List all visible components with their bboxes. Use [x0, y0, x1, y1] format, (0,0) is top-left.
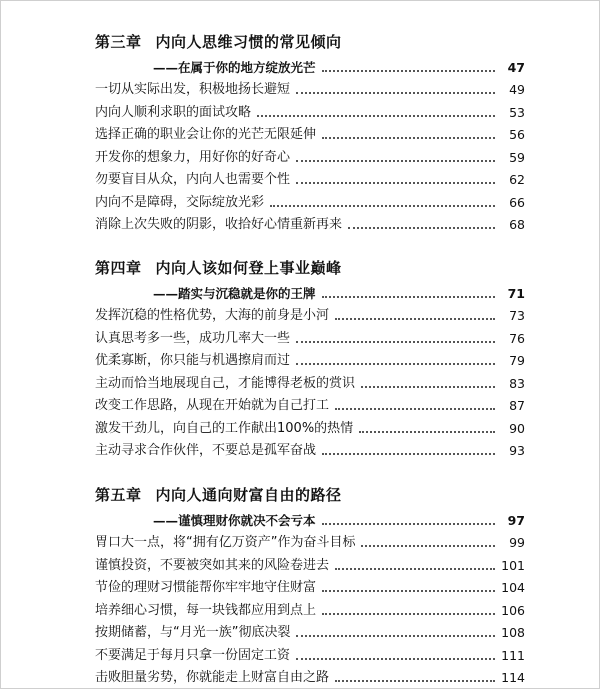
- toc-entry[interactable]: [95, 122, 525, 145]
- toc-entry[interactable]: [95, 167, 525, 190]
- page-number: 83: [509, 375, 525, 391]
- page-number: 79: [509, 353, 525, 368]
- dot-leader: [296, 160, 495, 162]
- dot-leader: [348, 227, 495, 229]
- toc-entry[interactable]: [95, 144, 525, 167]
- entry-title: 认真思考多一些，成功几率大一些: [95, 330, 291, 346]
- page-number: 104: [501, 580, 525, 595]
- page-number: 93: [509, 443, 525, 458]
- entry-title: 主动寻求合作伙伴，不要总是孤军奋战: [95, 443, 317, 458]
- dot-leader: [322, 523, 495, 525]
- dot-leader: [322, 137, 495, 139]
- dot-leader: [296, 658, 495, 660]
- entry-title: 不要满足于每月只拿一份固定工资: [95, 647, 291, 663]
- toc-entry[interactable]: [95, 99, 525, 122]
- chapter-3: [95, 30, 525, 234]
- page-number: 87: [509, 398, 525, 413]
- toc-entry[interactable]: [95, 530, 525, 553]
- entry-title: 胃口大一点，将“拥有亿万资产”作为奋斗目标: [95, 535, 356, 550]
- toc-entry[interactable]: [95, 552, 525, 575]
- entry-title: 内向人顺利求职的面试攻略: [95, 104, 252, 120]
- chapter-subtitle-row[interactable]: [95, 54, 525, 77]
- chapter-4: [95, 256, 525, 460]
- page-number: 49: [509, 82, 525, 97]
- entry-title: 谨慎投资，不要被突如其来的风险卷进去: [95, 557, 330, 573]
- toc-entry[interactable]: [95, 665, 525, 688]
- page-number: 56: [509, 127, 525, 142]
- entry-title: 开发你的想象力，用好你的好奇心: [95, 149, 291, 165]
- page-number: 114: [501, 670, 525, 685]
- chapter-subtitle: ——踏实与沉稳就是你的王牌: [153, 285, 316, 301]
- toc-entry[interactable]: [95, 438, 525, 461]
- entry-title: 培养细心习惯，每一块钱都应用到点上: [95, 602, 317, 618]
- dot-leader: [322, 590, 495, 592]
- entry-title: 内向不是障碍，交际绽放光彩: [95, 194, 265, 210]
- chapter-subtitle-row[interactable]: [95, 507, 525, 530]
- chapter-subtitle: ——在属于你的地方绽放光芒: [153, 59, 316, 75]
- entry-title: 一切从实际出发，积极地扬长避短: [95, 82, 291, 97]
- page-number: 71: [507, 285, 525, 301]
- chapter-subtitle: ——谨慎理财你就决不会亏本: [153, 512, 316, 528]
- toc-entry[interactable]: [95, 393, 525, 416]
- dot-leader: [322, 453, 495, 455]
- entry-title: 消除上次失败的阴影，收拾好心情重新再来: [95, 217, 343, 232]
- dot-leader: [296, 635, 495, 637]
- dot-leader: [322, 613, 495, 615]
- toc-entry[interactable]: [95, 77, 525, 100]
- entry-title: 优柔寡断，你只能与机遇擦肩而过: [95, 353, 291, 368]
- page-number: 53: [509, 104, 525, 120]
- dot-leader: [296, 182, 495, 184]
- toc-entry[interactable]: [95, 597, 525, 620]
- chapter-subtitle-row[interactable]: [95, 280, 525, 303]
- chapter-number: 第三章: [95, 33, 142, 51]
- toc-entry[interactable]: [95, 348, 525, 371]
- dot-leader: [296, 341, 495, 343]
- entry-title: 主动而恰当地展现自己，才能博得老板的赏识: [95, 375, 356, 391]
- page-number: 66: [509, 194, 525, 210]
- chapter-heading[interactable]: [95, 256, 525, 280]
- toc-entry[interactable]: [95, 212, 525, 235]
- page-number: 111: [501, 647, 525, 663]
- chapter-number: 第四章: [95, 259, 142, 277]
- page-number: 68: [509, 217, 525, 232]
- dot-leader: [322, 296, 495, 298]
- entry-title: 按期储蓄，与“月光一族”彻底决裂: [95, 625, 291, 640]
- chapter-title: 内向人思维习惯的常见倾向: [155, 33, 342, 51]
- dot-leader: [296, 92, 495, 94]
- page-number: 97: [507, 512, 525, 528]
- dot-leader: [296, 363, 495, 365]
- page-number: 76: [509, 330, 525, 346]
- dot-leader: [359, 431, 495, 433]
- toc-entry[interactable]: [95, 575, 525, 598]
- toc-entry[interactable]: [95, 642, 525, 665]
- toc-entry[interactable]: [95, 189, 525, 212]
- dot-leader: [335, 680, 495, 682]
- chapter-heading[interactable]: [95, 30, 525, 54]
- entry-title: 发挥沉稳的性格优势，大海的前身是小河: [95, 308, 330, 323]
- page-number: 99: [509, 535, 525, 550]
- toc-entry[interactable]: [95, 620, 525, 643]
- chapter-5: [95, 483, 525, 687]
- page-number: 106: [501, 602, 525, 618]
- chapter-number: 第五章: [95, 486, 142, 504]
- toc-entry[interactable]: [95, 325, 525, 348]
- entry-title: 节俭的理财习惯能帮你牢牢地守住财富: [95, 580, 317, 595]
- page-number: 47: [507, 59, 525, 75]
- toc-entry[interactable]: [95, 370, 525, 393]
- dot-leader: [335, 408, 495, 410]
- page-number: 101: [501, 557, 525, 573]
- page-number: 108: [501, 625, 525, 640]
- page-number: 73: [509, 308, 525, 323]
- entry-title: 勿要盲目从众，内向人也需要个性: [95, 172, 291, 187]
- dot-leader: [361, 545, 495, 547]
- chapter-heading[interactable]: [95, 483, 525, 507]
- entry-title: 改变工作思路，从现在开始就为自己打工: [95, 398, 330, 413]
- chapter-title: 内向人该如何登上事业巅峰: [155, 259, 342, 277]
- entry-title: 选择正确的职业会让你的光芒无限延伸: [95, 127, 317, 142]
- dot-leader: [335, 568, 495, 570]
- dot-leader: [322, 70, 495, 72]
- dot-leader: [361, 386, 495, 388]
- entry-title: 击败胆量劣势，你就能走上财富自由之路: [95, 670, 330, 685]
- page-number: 62: [509, 172, 525, 187]
- toc-entry[interactable]: [95, 303, 525, 326]
- entry-title: 激发干劲儿，向自己的工作献出100%的热情: [95, 420, 354, 436]
- toc-entry[interactable]: [95, 415, 525, 438]
- dot-leader: [270, 205, 495, 207]
- page-number: 90: [509, 420, 525, 436]
- dot-leader: [335, 318, 495, 320]
- page-number: 59: [509, 149, 525, 165]
- chapter-title: 内向人通向财富自由的路径: [155, 486, 342, 504]
- dot-leader: [257, 115, 495, 117]
